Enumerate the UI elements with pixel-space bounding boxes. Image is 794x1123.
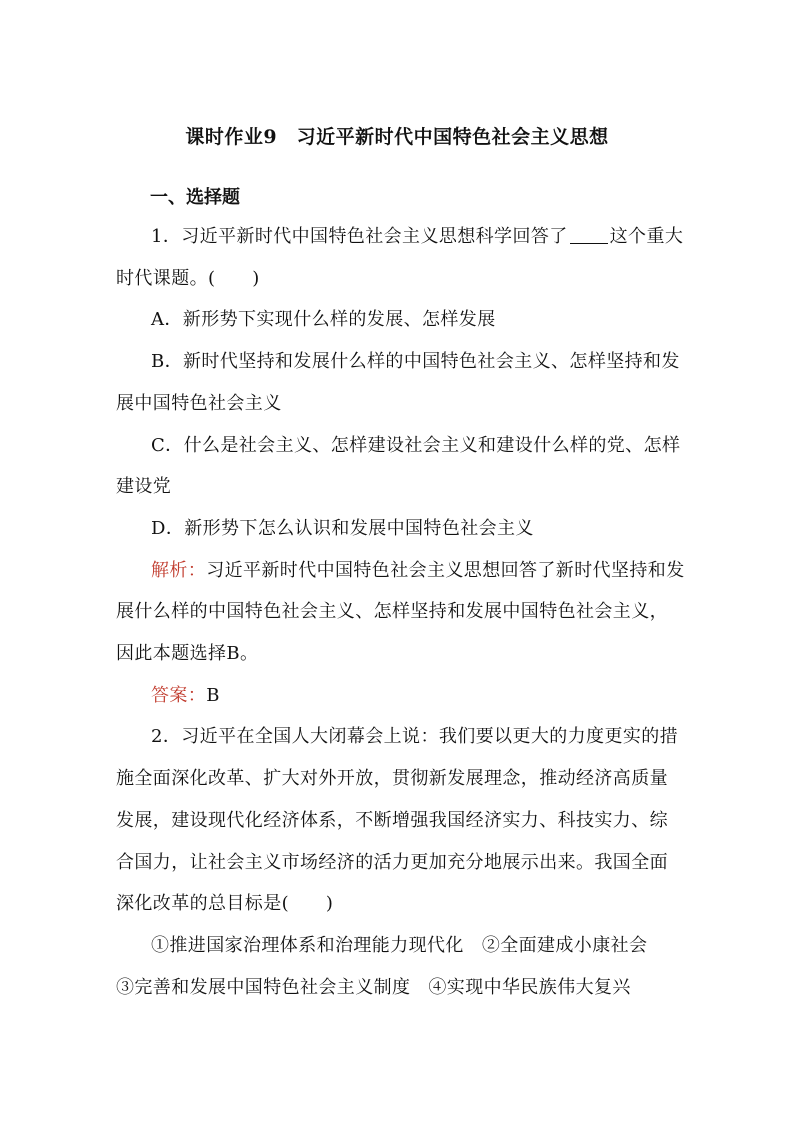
question-2-items-row-2 [116,967,686,1009]
section-heading: 一、选择题 [150,187,240,208]
analysis-text: 习近平新时代中国特色社会主义思想回答了新时代坚持和发展什么样的中国特色社会主义、怎样坚持和发展中国特色社会主义，因此本题选择B。 [116,559,685,665]
question-1-analysis [116,550,686,675]
question-1-option-a: A．新形势下实现什么样的发展、怎样发展 [151,309,496,331]
question-2-item-1: ①推进国家治理体系和治理能力现代化 [151,934,464,956]
question-1-stem-part-2: 这个重大时代课题。( ) [116,226,684,289]
question-2-item-4: ④实现中华民族伟大复兴 [428,976,631,998]
answer-value: B [206,684,220,706]
question-1-option-c: C．什么是社会主义、怎样建设社会主义和建设什么样的党、怎样建设党 [116,434,681,498]
question-1-option-b: B．新时代坚持和发展什么样的中国特色社会主义、怎样坚持和发展中国特色社会主义 [116,351,680,414]
page-title: 课时作业9 习近平新时代中国特色社会主义思想 [185,126,609,148]
answer-blank [570,225,608,244]
question-1-stem [116,216,686,299]
question-2-item-2: ②全面建成小康社会 [481,934,648,956]
question-2-item-3: ③完善和发展中国特色社会主义制度 [116,976,411,998]
question-2-items-row-1 [116,925,686,967]
question-1-answer [116,675,686,717]
questions-body [116,216,686,1008]
analysis-label: 解析： [151,559,207,581]
question-2-stem: 2．习近平在全国人大闭幕会上说：我们要以更大的力度更实的措施全面深化改革、扩大对外开放，贯彻新发展理念，推动经济高质量发展，建设现代化经济体系，不断增强我国经济实力、科技实力、综合国力，让社会主义市场经济的活力更加充分地展示出来。我国全面深化改革的总目标是( ) [116,726,679,915]
answer-label: 答案： [151,684,207,706]
question-1-option-d: D．新形势下怎么认识和发展中国特色社会主义 [151,517,534,539]
question-1-stem-part-1: 1．习近平新时代中国特色社会主义思想科学回答了 [151,226,568,247]
